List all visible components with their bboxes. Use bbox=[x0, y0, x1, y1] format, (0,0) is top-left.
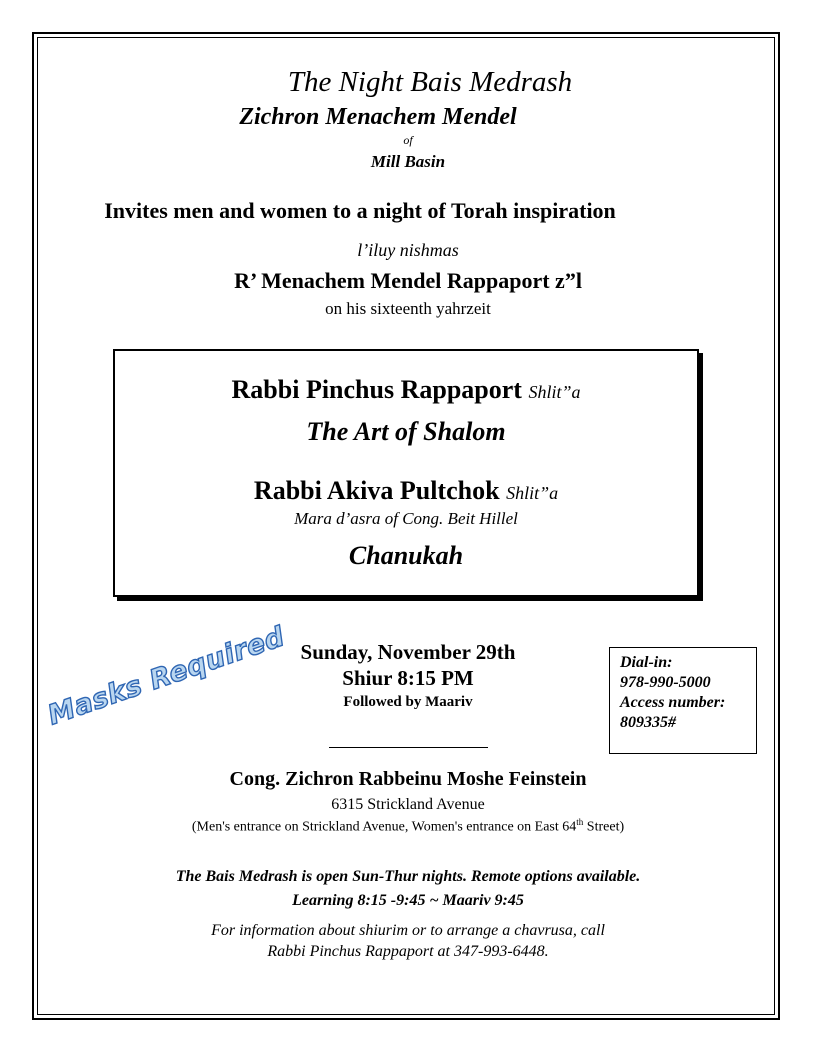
event-time: Shiur 8:15 PM bbox=[342, 666, 474, 690]
venue-address: 6315 Strickland Avenue bbox=[331, 796, 485, 813]
speaker-2-topic: Chanukah bbox=[348, 541, 464, 570]
speaker-2-role: Mara d’asra of Cong. Beit Hillel bbox=[294, 509, 518, 528]
speaker-2-honorific: Shlit”a bbox=[506, 483, 559, 503]
contact-info-line-1: For information about shiurim or to arrange a chavrusa, call bbox=[211, 922, 605, 939]
dialin-box bbox=[609, 647, 757, 754]
followed-by-text: Followed by Maariv bbox=[343, 694, 473, 710]
learning-times: Learning 8:15 -9:45 ~ Maariv 9:45 bbox=[292, 892, 524, 909]
dialin-number: 978-990-5000 bbox=[620, 674, 711, 691]
speaker-1-name: Rabbi Pinchus Rappaport bbox=[231, 375, 522, 404]
event-date: Sunday, November 29th bbox=[300, 640, 516, 664]
divider-line bbox=[329, 747, 488, 748]
memorial-name: R’ Menachem Mendel Rappaport z”l bbox=[234, 268, 582, 293]
yahrzeit-text: on his sixteenth yahrzeit bbox=[325, 299, 491, 318]
invitation-text: Invites men and women to a night of Torah inspiration bbox=[104, 198, 616, 223]
speaker-1-honorific: Shlit”a bbox=[528, 382, 581, 402]
entrance-info-sup: th bbox=[576, 817, 584, 827]
entrance-info bbox=[0, 817, 816, 836]
flyer-title: The Night Bais Medrash bbox=[287, 66, 573, 98]
speaker-2-line bbox=[115, 476, 697, 506]
dialin-label: Dial-in: bbox=[620, 654, 673, 671]
entrance-info-start: (Men's entrance on Strickland Avenue, Women's entrance on East 64 bbox=[191, 819, 577, 835]
location-text: Mill Basin bbox=[370, 152, 446, 171]
venue-name: Cong. Zichron Rabbeinu Moshe Feinstein bbox=[229, 768, 587, 790]
access-label: Access number: bbox=[620, 694, 726, 711]
iluy-text: l’iluy nishmas bbox=[357, 240, 459, 260]
speaker-1-topic: The Art of Shalom bbox=[306, 417, 506, 446]
speaker-2-name: Rabbi Akiva Pultchok bbox=[253, 476, 500, 505]
speaker-1-line bbox=[115, 375, 697, 405]
flyer-subtitle: Zichron Menachem Mendel bbox=[239, 104, 517, 130]
masks-required-stamp: Masks Required bbox=[44, 621, 289, 732]
contact-info-line-2: Rabbi Pinchus Rappaport at 347-993-6448. bbox=[267, 943, 549, 960]
access-code: 809335# bbox=[620, 714, 676, 731]
open-nights-text: The Bais Medrash is open Sun-Thur nights. Remote options available. bbox=[175, 868, 641, 885]
of-text: of bbox=[403, 133, 413, 147]
entrance-info-end: Street) bbox=[583, 819, 625, 835]
speakers-box bbox=[113, 349, 699, 597]
